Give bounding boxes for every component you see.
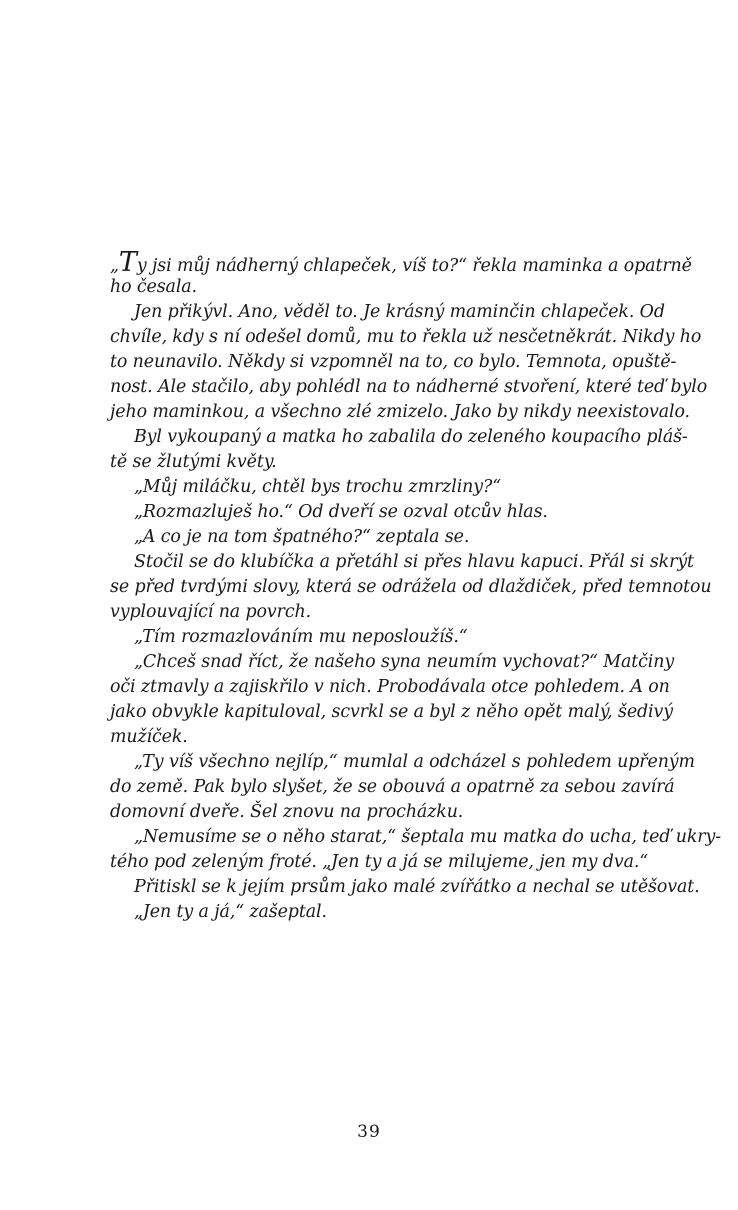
text-line: tě se žlutými květy. bbox=[110, 452, 277, 472]
text-line: „Nemusíme se o něho starat,“ šeptala mu matka do ucha, teď ukry- bbox=[134, 827, 721, 847]
text-lines bbox=[110, 275, 721, 925]
text-line: domovní dveře. Šel znovu na procházku. bbox=[110, 802, 464, 822]
opening-quote: „ bbox=[110, 256, 119, 276]
text-line: „Rozmazluješ ho.“ Od dveří se ozval otcův hlas. bbox=[134, 502, 548, 522]
text-line: Jen přikývl. Ano, věděl to. Je krásný maminčin chlapeček. Od bbox=[134, 302, 665, 322]
text-line: „Tím rozmazlováním mu neposloužíš.“ bbox=[134, 627, 468, 647]
text-line-first bbox=[110, 247, 692, 278]
text-line: vyplouvající na povrch. bbox=[110, 602, 311, 622]
text-line: Stočil se do klubíčka a přetáhl si přes hlavu kapuci. Přál si skrýt bbox=[134, 552, 694, 572]
text-line: Přitiskl se k jejím prsům jako malé zvířátko a nechal se utěšovat. bbox=[134, 877, 700, 897]
text-line: mužíček. bbox=[110, 727, 188, 747]
text-line: to neunavilo. Někdy si vzpomněl na to, co bylo. Temnota, opuště- bbox=[110, 352, 677, 372]
text-line: se před tvrdými slovy, která se odrážela od dlaždiček, před temnotou bbox=[110, 577, 712, 597]
text-line: „Jen ty a já,“ zašeptal. bbox=[134, 902, 327, 922]
drop-cap: T bbox=[118, 247, 137, 278]
text-line: „Můj miláčku, chtěl bys trochu zmrzliny?“ bbox=[134, 477, 502, 497]
text-line: „Chceš snad říct, že našeho syna neumím vychovat?“ Matčiny bbox=[134, 652, 675, 672]
text-line: nost. Ale stačilo, aby pohlédl na to nádherné stvoření, které teď bylo bbox=[110, 377, 708, 397]
body-text bbox=[110, 247, 721, 925]
text-line: jeho maminkou, a všechno zlé zmizelo. Jako by nikdy neexistovalo. bbox=[110, 402, 690, 422]
page-number: 39 bbox=[357, 1122, 381, 1142]
text-line: ho česala. bbox=[110, 277, 197, 297]
text-line: chvíle, kdy s ní odešel domů, mu to řekla už nesčetněkrát. Nikdy ho bbox=[110, 327, 702, 347]
text-line: Byl vykoupaný a matka ho zabalila do zeleného koupacího pláš- bbox=[134, 427, 688, 447]
first-line-text: y jsi můj nádherný chlapeček, víš to?“ řekla maminka a opatrně bbox=[136, 256, 692, 276]
text-line: do země. Pak bylo slyšet, že se obouvá a opatrně za sebou zavírá bbox=[110, 777, 675, 797]
text-line: jako obvykle kapituloval, scvrkl se a byl z něho opět malý, šedivý bbox=[110, 702, 673, 722]
text-line: tého pod zeleným froté. „Jen ty a já se milujeme, jen my dva.“ bbox=[110, 852, 649, 872]
text-line: „A co je na tom špatného?“ zeptala se. bbox=[134, 527, 470, 547]
text-line: „Ty víš všechno nejlíp,“ mumlal a odcházel s pohledem upřeným bbox=[134, 752, 695, 772]
text-line: oči ztmavly a zajiskřilo v nich. Probodávala otce pohledem. A on bbox=[110, 677, 670, 697]
